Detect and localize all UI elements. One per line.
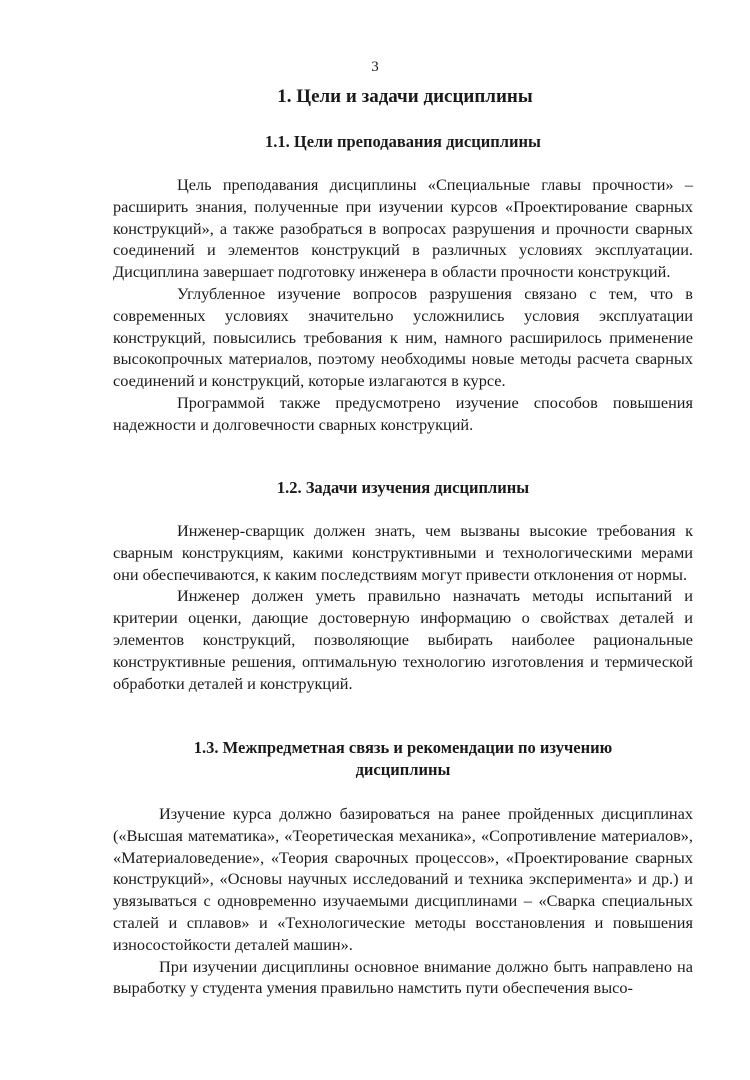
section-1-3-body: [113, 803, 693, 999]
section-1-3-heading-line2: дисциплины: [355, 760, 451, 779]
section-1-1-body: [113, 174, 693, 436]
page-number: 3: [371, 59, 379, 75]
paragraph: Углубленное изучение вопросов разрушения связано с тем, что в современных условиях значительно усложнились условия эксплуатации конструкций, повысились требования к ним, намного расширилось применение высокопрочных материалов, поэтому необходимы новые методы расчета сварных соединений и конструкций, которые излагаются в курсе.: [113, 283, 693, 391]
section-1-3-heading: [113, 737, 693, 781]
section-1-2-heading: 1.2. Задачи изучения дисциплины: [276, 478, 530, 497]
paragraph: Цель преподавания дисциплины «Специальные главы прочности» – расширить знания, полученные при изучении курсов «Проектирование сварных конструкций», а также разобраться в вопросах разрушения и прочности сварных соединений и элементов конструкций в различных условиях эксплуатации. Дисциплина завершает подготовку инженера в области прочности конструкций.: [113, 175, 693, 282]
paragraph: Изучение курса должно базироваться на ранее пройденных дисциплинах («Высшая математика», «Теоретическая механика», «Сопротивление материалов», «Материаловедение», «Теория сварочных процессов», «Проектирование сварных конструкций», «Основы научных исследований и техника эксперимента» и др.) и увязываться с одновременно изучаемыми дисциплинами – «Сварка специальных сталей и сплавов» и «Технологические методы восстановления и повышения износостойкости деталей машин».: [113, 804, 693, 954]
section-1-2-body: [113, 520, 693, 694]
section-1-1-heading: 1.1. Цели преподавания дисциплины: [265, 132, 541, 151]
chapter-title: 1. Цели и задачи дисциплины: [277, 86, 533, 107]
paragraph: Программой также предусмотрено изучение способов повышения надежности и долговечности сварных конструкций.: [113, 392, 693, 434]
section-1-3-heading-line1: 1.3. Межпредметная связь и рекомендации по изучению: [193, 738, 613, 757]
paragraph: При изучении дисциплины основное внимание должно быть направлено на выработку у студента умения правильно намстить пути обеспечения высо-: [113, 956, 693, 998]
paragraph: Инженер должен уметь правильно назначать методы испытаний и критерии оценки, дающие достоверную информацию о свойствах деталей и элементов конструкций, позволяющие выбирать наиболее рациональные конструктивные решения, оптимальную технологию изготовления и термической обработки деталей и конструкций.: [113, 586, 693, 693]
paragraph: Инженер-сварщик должен знать, чем вызваны высокие требования к сварным конструкциям, какими конструктивными и технологическими мерами они обеспечиваются, к каким последствиям могут привести отклонения от нормы.: [113, 521, 693, 584]
